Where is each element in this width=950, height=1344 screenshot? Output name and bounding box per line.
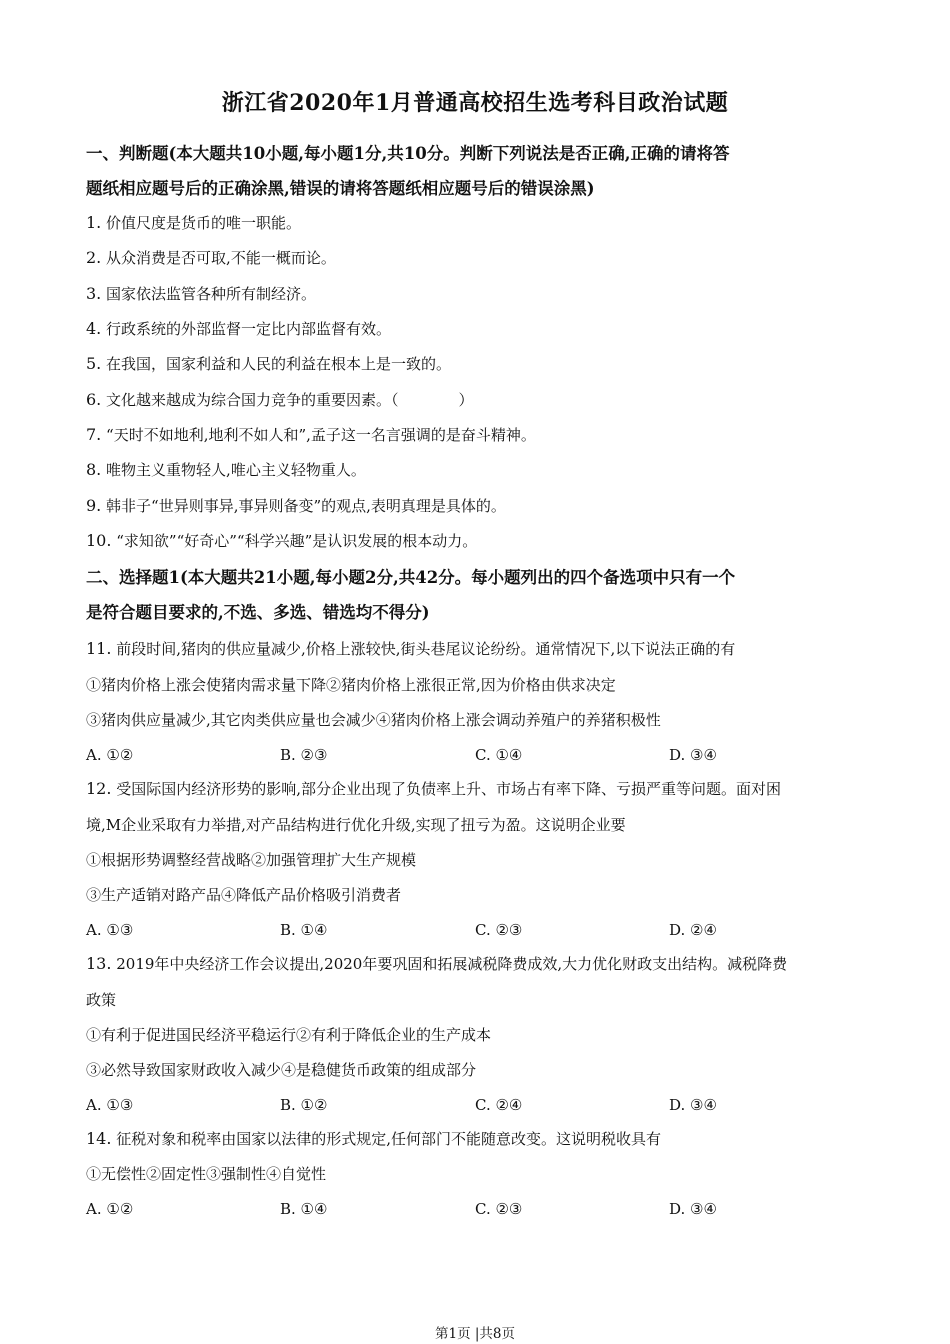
question-12-option-b: B. ①④	[280, 921, 328, 939]
item-number: 8.	[86, 460, 102, 479]
item-number: 2.	[86, 248, 102, 267]
question-number: 13.	[86, 954, 112, 973]
item-text: 行政系统的外部监督一定比内部监督有效。	[106, 320, 392, 338]
question-13-stem	[86, 954, 876, 974]
section1-heading	[86, 136, 866, 206]
item-number: 10.	[86, 531, 112, 550]
question-stem: 2019年中央经济工作会议提出,2020年要巩固和拓展减税降费成效,大力优化财政支出结构。减税降费	[116, 955, 788, 973]
item-number: 4.	[86, 319, 102, 338]
item-text: 从众消费是否可取,不能一概而论。	[106, 249, 336, 267]
question-number: 12.	[86, 779, 112, 798]
question-stem: 受国际国内经济形势的影响,部分企业出现了负债率上升、市场占有率下降、亏损严重等问题。面对困	[116, 780, 782, 798]
judgement-item-10	[86, 531, 876, 551]
question-13-statements-2: ③必然导致国家财政收入减少④是稳健货币政策的组成部分	[86, 1061, 477, 1079]
item-text: 韩非子“世异则事异,事异则备变”的观点,表明真理是具体的。	[106, 497, 506, 515]
item-text: 国家依法监管各种所有制经济。	[106, 285, 317, 303]
question-14-option-d: D. ③④	[669, 1200, 717, 1218]
judgement-item-9	[86, 496, 876, 516]
judgement-item-7	[86, 425, 876, 445]
question-11-option-b: B. ②③	[280, 746, 328, 764]
question-11-option-a: A. ①②	[86, 746, 134, 764]
judgement-item-2	[86, 248, 876, 268]
item-number: 7.	[86, 425, 102, 444]
item-number: 1.	[86, 213, 102, 232]
question-12-option-d: D. ②④	[669, 921, 717, 939]
question-number: 14.	[86, 1129, 112, 1148]
question-14-stem	[86, 1129, 876, 1149]
question-13-option-a: A. ①③	[86, 1096, 134, 1114]
item-text: 文化越来越成为综合国力竞争的重要因素。（ ）	[106, 391, 474, 409]
section1-heading-line2: 题纸相应题号后的正确涂黑,错误的请将答题纸相应题号后的错误涂黑)	[86, 179, 595, 198]
question-12-statements-2: ③生产适销对路产品④降低产品价格吸引消费者	[86, 886, 402, 904]
item-number: 3.	[86, 284, 102, 303]
question-13-statements-1: ①有利于促进国民经济平稳运行②有利于降低企业的生产成本	[86, 1026, 492, 1044]
item-text: “求知欲”“好奇心”“科学兴趣”是认识发展的根本动力。	[116, 532, 478, 550]
item-text: “天时不如地利,地利不如人和”,孟子这一名言强调的是奋斗精神。	[106, 426, 536, 444]
question-14-statements-1: ①无偿性②固定性③强制性④自觉性	[86, 1165, 327, 1183]
question-12-statements-1: ①根据形势调整经营战略②加强管理扩大生产规模	[86, 851, 417, 869]
judgement-item-3	[86, 284, 876, 304]
question-13-option-c: C. ②④	[475, 1096, 523, 1114]
item-number: 9.	[86, 496, 102, 515]
question-11-option-c: C. ①④	[475, 746, 523, 764]
question-13-option-b: B. ①②	[280, 1096, 328, 1114]
section2-heading	[86, 560, 866, 630]
page-title: 浙江省2020年1月普通高校招生选考科目政治试题	[221, 90, 729, 116]
question-12-stem-line2: 境,M企业采取有力举措,对产品结构进行优化升级,实现了扭亏为盈。这说明企业要	[86, 816, 626, 834]
section2-heading-line2: 是符合题目要求的,不选、多选、错选均不得分)	[86, 603, 430, 622]
item-number: 6.	[86, 390, 102, 409]
question-11-statements-2: ③猪肉供应量减少,其它肉类供应量也会减少④猪肉价格上涨会调动养殖户的养猪积极性	[86, 711, 661, 729]
item-text: 唯物主义重物轻人,唯心主义轻物重人。	[106, 461, 366, 479]
judgement-item-8	[86, 460, 876, 480]
page-footer: 第1页 |共8页	[434, 1326, 516, 1342]
question-stem: 前段时间,猪肉的供应量减少,价格上涨较快,街头巷尾议论纷纷。通常情况下,以下说法正确的有	[116, 640, 736, 658]
item-text: 价值尺度是货币的唯一职能。	[106, 214, 302, 232]
judgement-item-1	[86, 213, 876, 233]
section1-heading-line1: 一、判断题(本大题共10小题,每小题1分,共10分。判断下列说法是否正确,正确的请将答	[86, 144, 730, 163]
judgement-item-5	[86, 354, 876, 374]
question-13-stem-line2: 政策	[86, 991, 117, 1009]
question-11-stem	[86, 639, 876, 659]
item-number: 5.	[86, 354, 102, 373]
question-14-option-b: B. ①④	[280, 1200, 328, 1218]
question-number: 11.	[86, 639, 112, 658]
question-11-option-d: D. ③④	[669, 746, 717, 764]
question-14-option-c: C. ②③	[475, 1200, 523, 1218]
question-stem: 征税对象和税率由国家以法律的形式规定,任何部门不能随意改变。这说明税收具有	[116, 1130, 662, 1148]
question-14-option-a: A. ①②	[86, 1200, 134, 1218]
judgement-item-6	[86, 390, 876, 410]
item-text: 在我国，国家利益和人民的利益在根本上是一致的。	[106, 355, 452, 373]
question-12-option-a: A. ①③	[86, 921, 134, 939]
section2-heading-line1: 二、选择题1(本大题共21小题,每小题2分,共42分。每小题列出的四个备选项中只有一个	[86, 568, 736, 587]
question-12-stem	[86, 779, 876, 799]
question-11-statements-1: ①猪肉价格上涨会使猪肉需求量下降②猪肉价格上涨很正常,因为价格由供求决定	[86, 676, 616, 694]
judgement-item-4	[86, 319, 876, 339]
question-12-option-c: C. ②③	[475, 921, 523, 939]
question-13-option-d: D. ③④	[669, 1096, 717, 1114]
